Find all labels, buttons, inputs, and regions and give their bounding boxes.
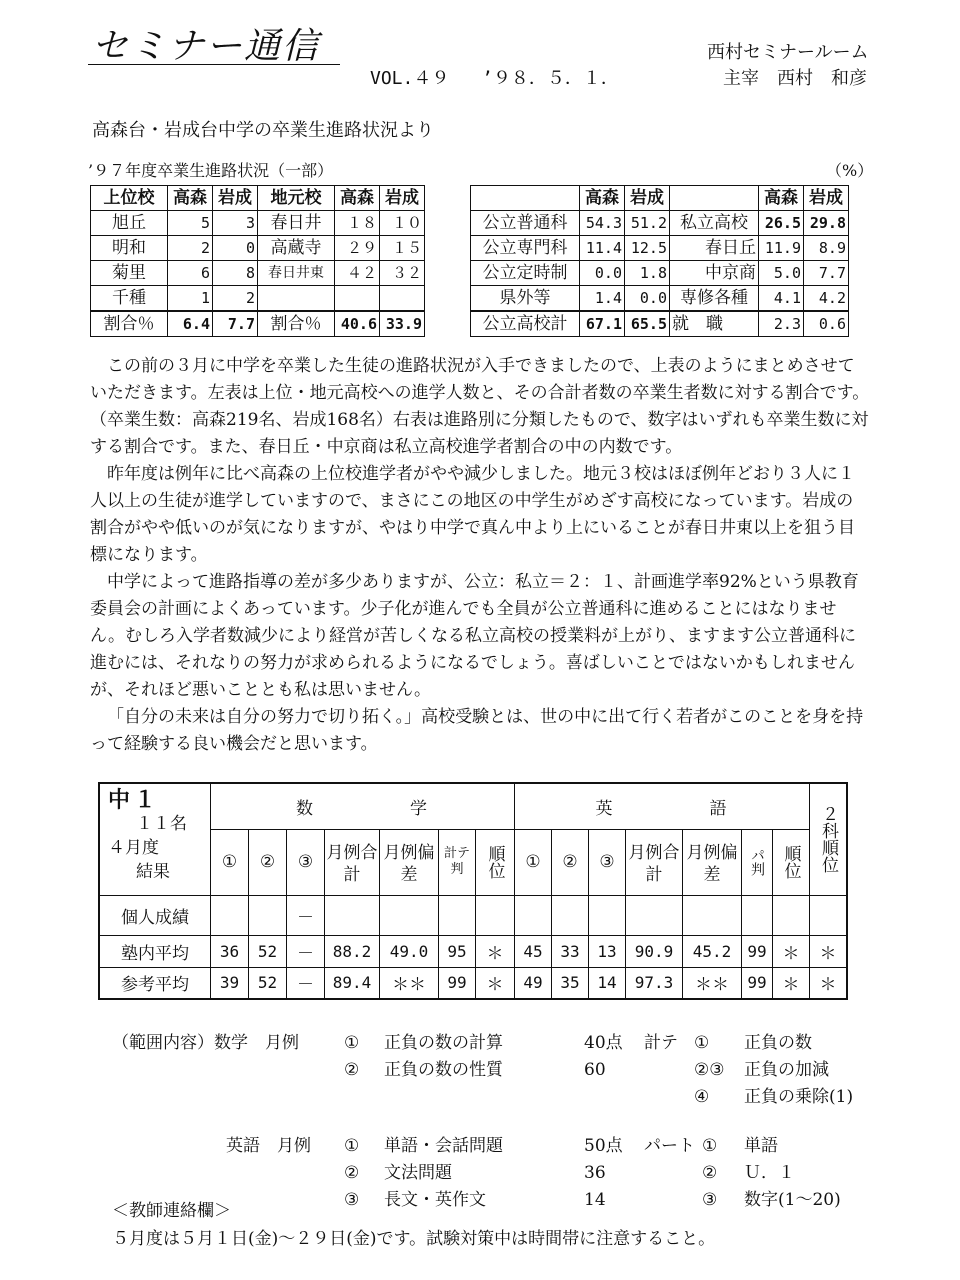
- ratio-label: 割合％: [258, 311, 335, 337]
- range-test-number: ④: [694, 1087, 710, 1107]
- score-cell: [476, 895, 515, 935]
- range-topic: 単語・会話問題: [384, 1136, 503, 1156]
- count-cell: １８: [335, 211, 380, 236]
- range-number: ①: [344, 1136, 360, 1156]
- count-cell: 5: [168, 211, 213, 236]
- range-test-number: ②: [702, 1163, 718, 1183]
- count-cell: [335, 286, 380, 312]
- score-cell: －: [287, 895, 325, 935]
- column-header: ③: [287, 829, 325, 895]
- path-cell: 専修各種: [670, 286, 759, 312]
- total-label: 就 職: [670, 311, 759, 337]
- teacher-notice-text: ５月度は５月１日(金)〜２９日(金)です。試験対策中は時間帯に注意すること。: [112, 1229, 716, 1249]
- score-cell: 14: [589, 967, 626, 999]
- header-cell: 岩成: [804, 186, 849, 211]
- count-cell: 2: [213, 286, 258, 312]
- score-column-row: [99, 829, 847, 895]
- score-row: [99, 967, 847, 999]
- score-cell: [249, 895, 287, 935]
- header-cell: 地元校: [258, 186, 335, 211]
- range-points: 40点: [584, 1033, 623, 1053]
- score-cell: －: [287, 935, 325, 967]
- percent-cell: 1.4: [580, 286, 625, 312]
- score-cell: 39: [211, 967, 249, 999]
- score-cell: [325, 895, 380, 935]
- range-test-topic: 正負の乗除(1): [744, 1087, 854, 1107]
- count-cell: 1: [168, 286, 213, 312]
- school-cell: 菊里: [91, 261, 168, 286]
- paragraph: 昨年度は例年に比べ高森の上位校進学者がやや減少しました。地元３校はほぼ例年どおり３人に１人以上の生徒が進学していますので、まさにこの地区の中学生がめざす高校になっています。岩成の割合がやや低いのが気になりますが、やはり中学で真ん中より上にいることが春日井東以上を狙う目標になります。: [90, 464, 855, 565]
- score-cell: [515, 895, 552, 935]
- range-number: ①: [344, 1033, 360, 1053]
- grade-label: 中１: [108, 787, 161, 813]
- header-cell: 高森: [759, 186, 804, 211]
- range-number: ②: [344, 1163, 360, 1183]
- score-cell: ＊: [773, 967, 810, 999]
- score-cell: 89.4: [325, 967, 380, 999]
- table-row: [471, 236, 849, 261]
- path-cell: 県外等: [471, 286, 580, 312]
- score-cell: ＊: [773, 935, 810, 967]
- column-header: 順位: [773, 829, 810, 895]
- result-label: 結果: [136, 862, 170, 882]
- range-topic: 長文・英作文: [384, 1190, 486, 1210]
- path-cell: 公立専門科: [471, 236, 580, 261]
- path-cell: 春日丘: [670, 236, 759, 261]
- score-cell: 35: [552, 967, 589, 999]
- score-cell: [626, 895, 683, 935]
- issue-date: ’９８．５．１．: [482, 68, 619, 89]
- school-cell: 明和: [91, 236, 168, 261]
- score-cell: 99: [742, 935, 773, 967]
- score-cell: [810, 895, 848, 935]
- score-cell: 95: [439, 935, 476, 967]
- score-cell: [380, 895, 439, 935]
- score-cell: 36: [211, 935, 249, 967]
- count-cell: 0: [213, 236, 258, 261]
- count-cell: 3: [213, 211, 258, 236]
- count-cell: １５: [380, 236, 425, 261]
- math-header: 数 学: [211, 783, 515, 829]
- percent-cell: 2.3: [759, 311, 804, 337]
- table-header-row: [471, 186, 849, 211]
- volume-number: VOL.４９: [370, 68, 450, 89]
- score-cell: 49: [515, 967, 552, 999]
- table-unit: （%）: [826, 161, 874, 180]
- range-test-topic: 正負の加減: [744, 1060, 829, 1080]
- percent-cell: 4.2: [804, 286, 849, 312]
- header-cell: 岩成: [213, 186, 258, 211]
- percent-cell: 7.7: [804, 261, 849, 286]
- article-body: [90, 353, 870, 758]
- ratio-label: 割合％: [91, 311, 168, 337]
- score-cell: 52: [249, 967, 287, 999]
- count-cell: 2: [168, 236, 213, 261]
- range-test-number: ①: [694, 1033, 710, 1053]
- school-cell: 春日井: [258, 211, 335, 236]
- total-row: [471, 311, 849, 337]
- organization-name: 西村セミナールーム: [707, 42, 869, 63]
- count-cell: [380, 286, 425, 312]
- two-subject-rank-header: ２科順位: [810, 783, 848, 895]
- article-subtitle: 高森台・岩成台中学の卒業生進路状況より: [92, 120, 434, 141]
- school-cell: 春日井東: [258, 261, 335, 286]
- header-cell: 高森: [580, 186, 625, 211]
- student-count: １１名: [136, 814, 187, 834]
- count-cell: ３２: [380, 261, 425, 286]
- range-topic: 正負の数の計算: [384, 1033, 503, 1053]
- row-label: 参考平均: [99, 967, 211, 999]
- paragraph: この前の３月に中学を卒業した生徒の進路状況が入手できましたので、上表のようにまとめさせていただきます。左表は上位・地元高校への進学人数と、その合計者数の卒業生者数に対する割合です。（卒業生数：高森219名、岩成168名）右表は進路別に分類したもので、数字はいずれも卒業生数に対する割合です。また、春日丘・中京商は私立高校進学者割合の中の内数です。: [90, 356, 870, 457]
- header-cell: 上位校: [91, 186, 168, 211]
- percent-cell: 1.8: [625, 261, 670, 286]
- table-row: [471, 261, 849, 286]
- school-cell: 千種: [91, 286, 168, 312]
- column-header: 月例偏差: [683, 829, 742, 895]
- percent-cell: 0.0: [580, 261, 625, 286]
- percent-cell: 11.4: [580, 236, 625, 261]
- score-cell: 52: [249, 935, 287, 967]
- range-points: 36: [584, 1163, 606, 1183]
- score-row: [99, 935, 847, 967]
- ratio-row: [91, 311, 425, 337]
- range-number: ③: [344, 1190, 360, 1210]
- score-cell: 45.2: [683, 935, 742, 967]
- ratio-cell: 6.4: [168, 311, 213, 337]
- ratio-cell: 7.7: [213, 311, 258, 337]
- percent-cell: 26.5: [759, 211, 804, 236]
- column-header: 計テ判: [439, 829, 476, 895]
- range-test-topic: 数字(1〜20): [744, 1190, 841, 1210]
- percent-cell: 12.5: [625, 236, 670, 261]
- score-cell: [589, 895, 626, 935]
- term-label: ４月度: [108, 838, 159, 858]
- column-header: ③: [589, 829, 626, 895]
- percent-cell: 67.1: [580, 311, 625, 337]
- score-cell: 33: [552, 935, 589, 967]
- score-cell: [742, 895, 773, 935]
- row-label: 塾内平均: [99, 935, 211, 967]
- score-cell: ＊: [476, 967, 515, 999]
- path-cell: 公立定時制: [471, 261, 580, 286]
- score-cell: 90.9: [626, 935, 683, 967]
- percent-cell: 51.2: [625, 211, 670, 236]
- header-cell: 岩成: [380, 186, 425, 211]
- score-cell: [773, 895, 810, 935]
- path-cell: 私立高校: [670, 211, 759, 236]
- percent-cell: 0.0: [625, 286, 670, 312]
- score-cell: [683, 895, 742, 935]
- percent-cell: 11.9: [759, 236, 804, 261]
- score-cell: ＊＊: [683, 967, 742, 999]
- range-test-number: ③: [702, 1190, 718, 1210]
- score-cell: [552, 895, 589, 935]
- path-cell: 公立普通科: [471, 211, 580, 236]
- score-cell: ＊＊: [380, 967, 439, 999]
- range-test-topic: 単語: [744, 1136, 778, 1156]
- english-header: 英 語: [515, 783, 810, 829]
- ratio-cell: 33.9: [380, 311, 425, 337]
- table-row: [471, 286, 849, 312]
- total-label: 公立高校計: [471, 311, 580, 337]
- column-header: ②: [249, 829, 287, 895]
- column-header: ①: [515, 829, 552, 895]
- monthly-score-table: [98, 782, 848, 1000]
- range-topic: 正負の数の性質: [384, 1060, 503, 1080]
- header-cell: [471, 186, 580, 211]
- score-cell: [439, 895, 476, 935]
- table-caption: ’９７年度卒業生進路状況（一部）: [88, 161, 334, 180]
- range-heading: （範囲内容）数学 月例: [112, 1033, 299, 1053]
- header-cell: [670, 186, 759, 211]
- score-row: [99, 895, 847, 935]
- table-row: [91, 236, 425, 261]
- table-row: [471, 211, 849, 236]
- range-heading: 英語 月例: [226, 1136, 311, 1156]
- title-underline: [88, 64, 340, 65]
- paragraph: 「自分の未来は自分の努力で切り拓く。」高校受験とは、世の中に出て行く若者がこのことを身を持って経験する良い機会だと思います。: [90, 707, 864, 754]
- count-cell: １０: [380, 211, 425, 236]
- table-row: [91, 261, 425, 286]
- count-cell: 8: [213, 261, 258, 286]
- percent-cell: 0.6: [804, 311, 849, 337]
- school-cell: [258, 286, 335, 312]
- school-cell: 高蔵寺: [258, 236, 335, 261]
- score-cell: 99: [439, 967, 476, 999]
- header-cell: 高森: [335, 186, 380, 211]
- column-header: 月例偏差: [380, 829, 439, 895]
- percent-cell: 5.0: [759, 261, 804, 286]
- table-row: [91, 211, 425, 236]
- column-header: 月例合計: [325, 829, 380, 895]
- count-cell: 6: [168, 261, 213, 286]
- score-cell: －: [287, 967, 325, 999]
- row-label: 個人成績: [99, 895, 211, 935]
- range-test-number: ②③: [694, 1060, 725, 1080]
- score-cell: 13: [589, 935, 626, 967]
- column-header: パ判: [742, 829, 773, 895]
- teacher-notice-heading: ＜教師連絡欄＞: [112, 1201, 231, 1221]
- career-path-table: [470, 185, 849, 337]
- ratio-cell: 40.6: [335, 311, 380, 337]
- percent-cell: 65.5: [625, 311, 670, 337]
- score-cell: ＊: [476, 935, 515, 967]
- paragraph: 中学によって進路指導の差が多少ありますが、公立：私立＝２：１、計画進学率92%という県教育委員会の計画によくあっています。少子化が進んでも全員が公立普通科に進めることにはなりません。むしろ入学者数減少により経営が苦しくなる私立高校の授業料が上がり、ますます公立普通科に進むには、それなりの努力が求められるようになるでしょう。喜ばしいことではないかもしれませんが、それほど悪いこととも私は思いません。: [90, 572, 859, 700]
- score-cell: 97.3: [626, 967, 683, 999]
- percent-cell: 29.8: [804, 211, 849, 236]
- score-cell: 88.2: [325, 935, 380, 967]
- range-points: 50点: [584, 1136, 623, 1156]
- header-cell: 岩成: [625, 186, 670, 211]
- range-topic: 文法問題: [384, 1163, 452, 1183]
- column-header: ①: [211, 829, 249, 895]
- school-admission-table: [90, 185, 425, 337]
- newsletter-title: セミナー通信: [92, 26, 321, 67]
- column-header: 月例合計: [626, 829, 683, 895]
- range-test-type: 計テ: [644, 1033, 678, 1053]
- score-cell: 45: [515, 935, 552, 967]
- range-points: 60: [584, 1060, 606, 1080]
- count-cell: ２９: [335, 236, 380, 261]
- score-cell: ＊: [810, 935, 848, 967]
- score-cell: [211, 895, 249, 935]
- path-cell: 中京商: [670, 261, 759, 286]
- range-test-topic: Ｕ．１: [744, 1163, 795, 1183]
- table-header-row: [91, 186, 425, 211]
- grade-cell: [99, 783, 211, 895]
- range-number: ②: [344, 1060, 360, 1080]
- school-cell: 旭丘: [91, 211, 168, 236]
- range-points: 14: [584, 1190, 606, 1210]
- score-cell: 99: [742, 967, 773, 999]
- header-cell: 高森: [168, 186, 213, 211]
- score-cell: 49.0: [380, 935, 439, 967]
- column-header: 順位: [476, 829, 515, 895]
- range-test-number: ①: [702, 1136, 718, 1156]
- range-test-topic: 正負の数: [744, 1033, 812, 1053]
- count-cell: ４２: [335, 261, 380, 286]
- percent-cell: 8.9: [804, 236, 849, 261]
- table-row: [91, 286, 425, 312]
- percent-cell: 4.1: [759, 286, 804, 312]
- percent-cell: 54.3: [580, 211, 625, 236]
- column-header: ②: [552, 829, 589, 895]
- score-header-row: [99, 783, 847, 829]
- host-name: 主宰 西村 和彦: [723, 68, 867, 89]
- range-test-type: パート: [644, 1136, 695, 1156]
- score-cell: ＊: [810, 967, 848, 999]
